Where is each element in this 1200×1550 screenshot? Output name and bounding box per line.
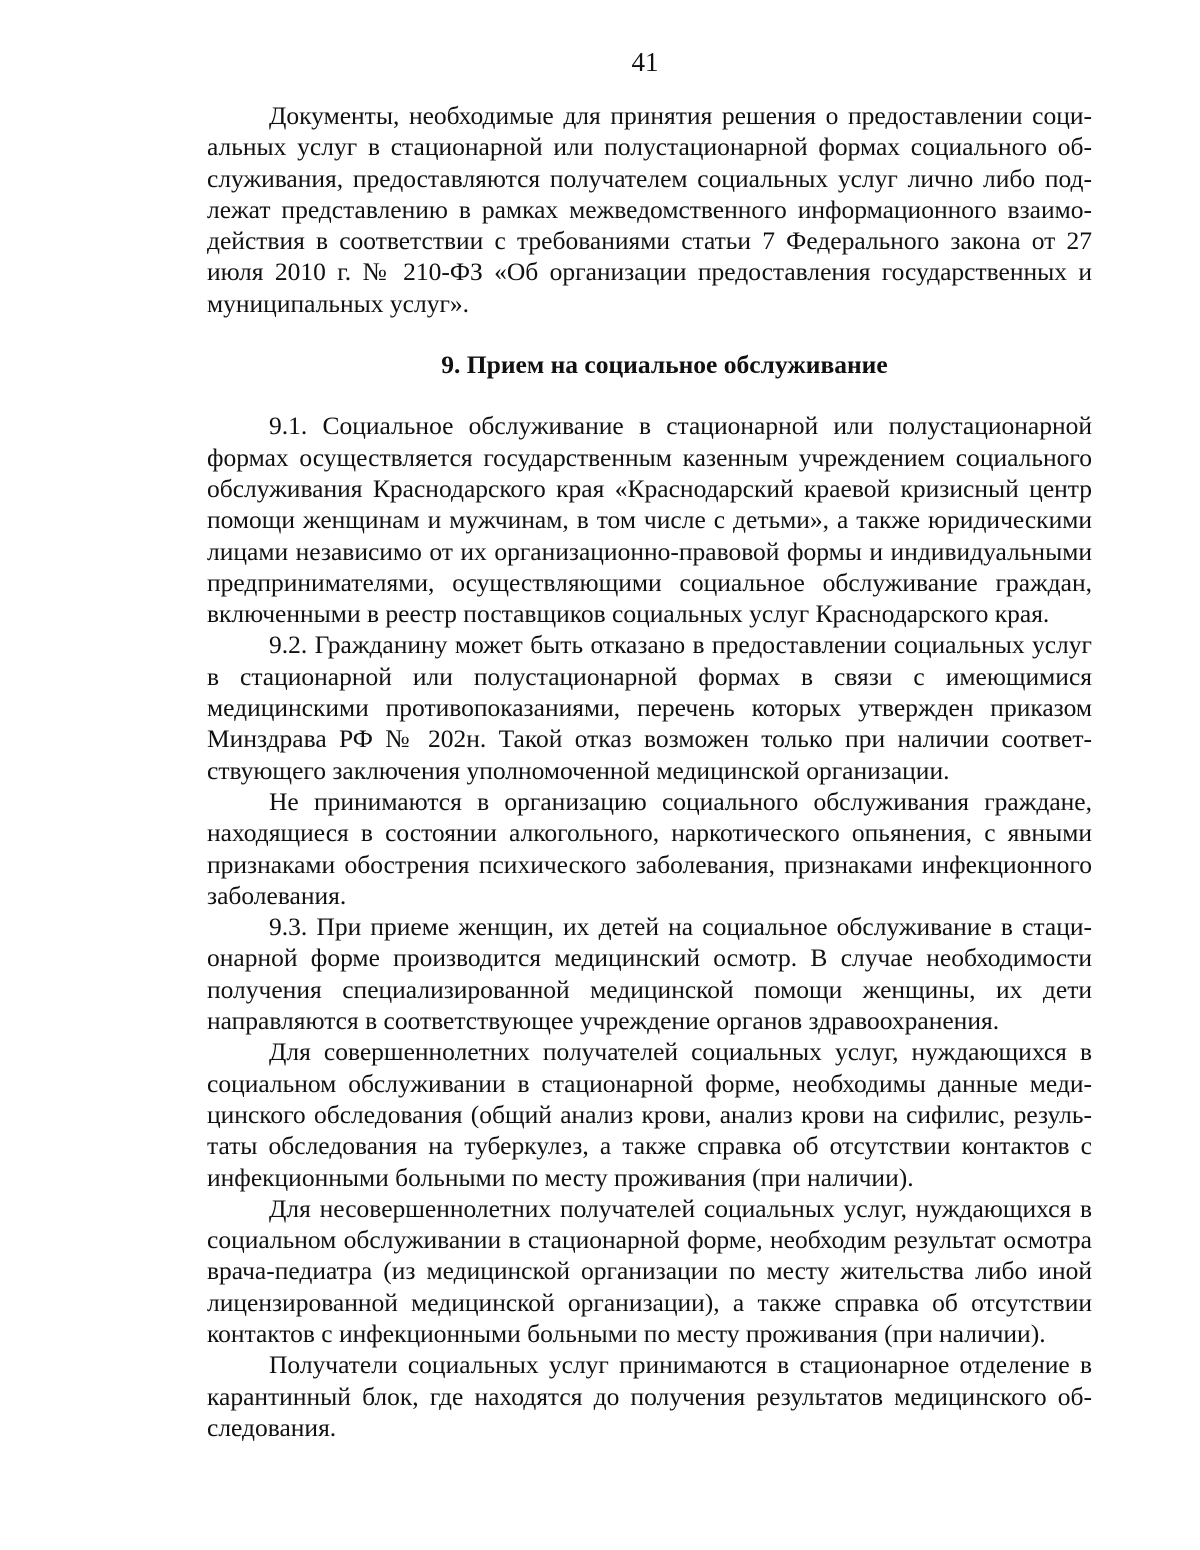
paragraph-9-2: 9.2. Гражданину может быть отказано в предоставлении социальных услуг в стационарной или полустационарной формах в связи с имеющимися медицинскими противопоказаниями, перечень которых утвержден приказом Минздрава РФ № 202н. Такой отказ возможен только при наличии соответствующего заключения уполномоченной медицинской организации. (207, 630, 1092, 785)
page-number: 41 (631, 47, 659, 77)
paragraph-adults: Для совершеннолетних получателей социальных услуг, нуждающихся в социальном обслуживании в стационарной форме, необходимы данные медицинского обследования (общий анализ крови, анализ крови на сифилис, результаты обследования на туберкулез, а также справка об отсутствии контактов с инфекционными больными по месту проживания (при наличии). (207, 1037, 1092, 1192)
paragraph-minors: Для несовершеннолетних получателей социальных услуг, нуждающихся в социальном обслуживании в стационарной форме, необходим результат осмотра врача-педиатра (из медицинской организации по месту жительства либо иной лицензированной медицинской организации), а также справка об отсутствии контактов с инфекционными больными по месту проживания (при наличии). (207, 1193, 1092, 1348)
paragraph-not-accepted: Не принимаются в организацию социального обслуживания граждане, находящиеся в состоянии алкогольного, наркотического опьянения, с явными признаками обострения психического заболевания, признаками инфекционного заболевания. (207, 786, 1092, 910)
paragraph-quarantine: Получатели социальных услуг принимаются в стационарное отделение в карантинный блок, где находятся до получения результатов медицинского обследования. (207, 1350, 1092, 1442)
paragraph-9-1: 9.1. Социальное обслуживание в стационарной или полустационарной формах осуществляется государственным казенным учреждением социального обслуживания Краснодарского края «Краснодарский краевой кризисный центр помощи женщинам и мужчинам, в том числе с детьми», а также юридическими лицами независимо от их организационно-правовой формы и индивидуальными предпринимателями, осуществляющими социальное обслуживание граждан, включенными в реестр поставщиков социальных услуг Краснодарского края. (207, 411, 1092, 629)
section-heading: 9. Прием на социальное обслуживание (441, 350, 888, 380)
paragraph-9-3: 9.3. При приеме женщин, их детей на социальное обслуживание в стационарной форме производится медицинский осмотр. В случае необходимости получения специализированной медицинской помощи женщины, их дети направляются в соответствующее учреждение органов здравоохранения. (207, 912, 1092, 1036)
paragraph-documents: Документы, необходимые для принятия решения о предоставлении социальных услуг в стационарной или полустационарной формах социального обслуживания, предоставляются получателем социальных услуг лично либо подлежат представлению в рамках межведомственного информационного взаимодействия в соответствии с требованиями статьи 7 Федерального закона от 27 июля 2010 г. № 210-ФЗ «Об организации предоставления государственных и муниципальных услуг». (207, 101, 1092, 318)
document-body (207, 100, 1092, 1443)
